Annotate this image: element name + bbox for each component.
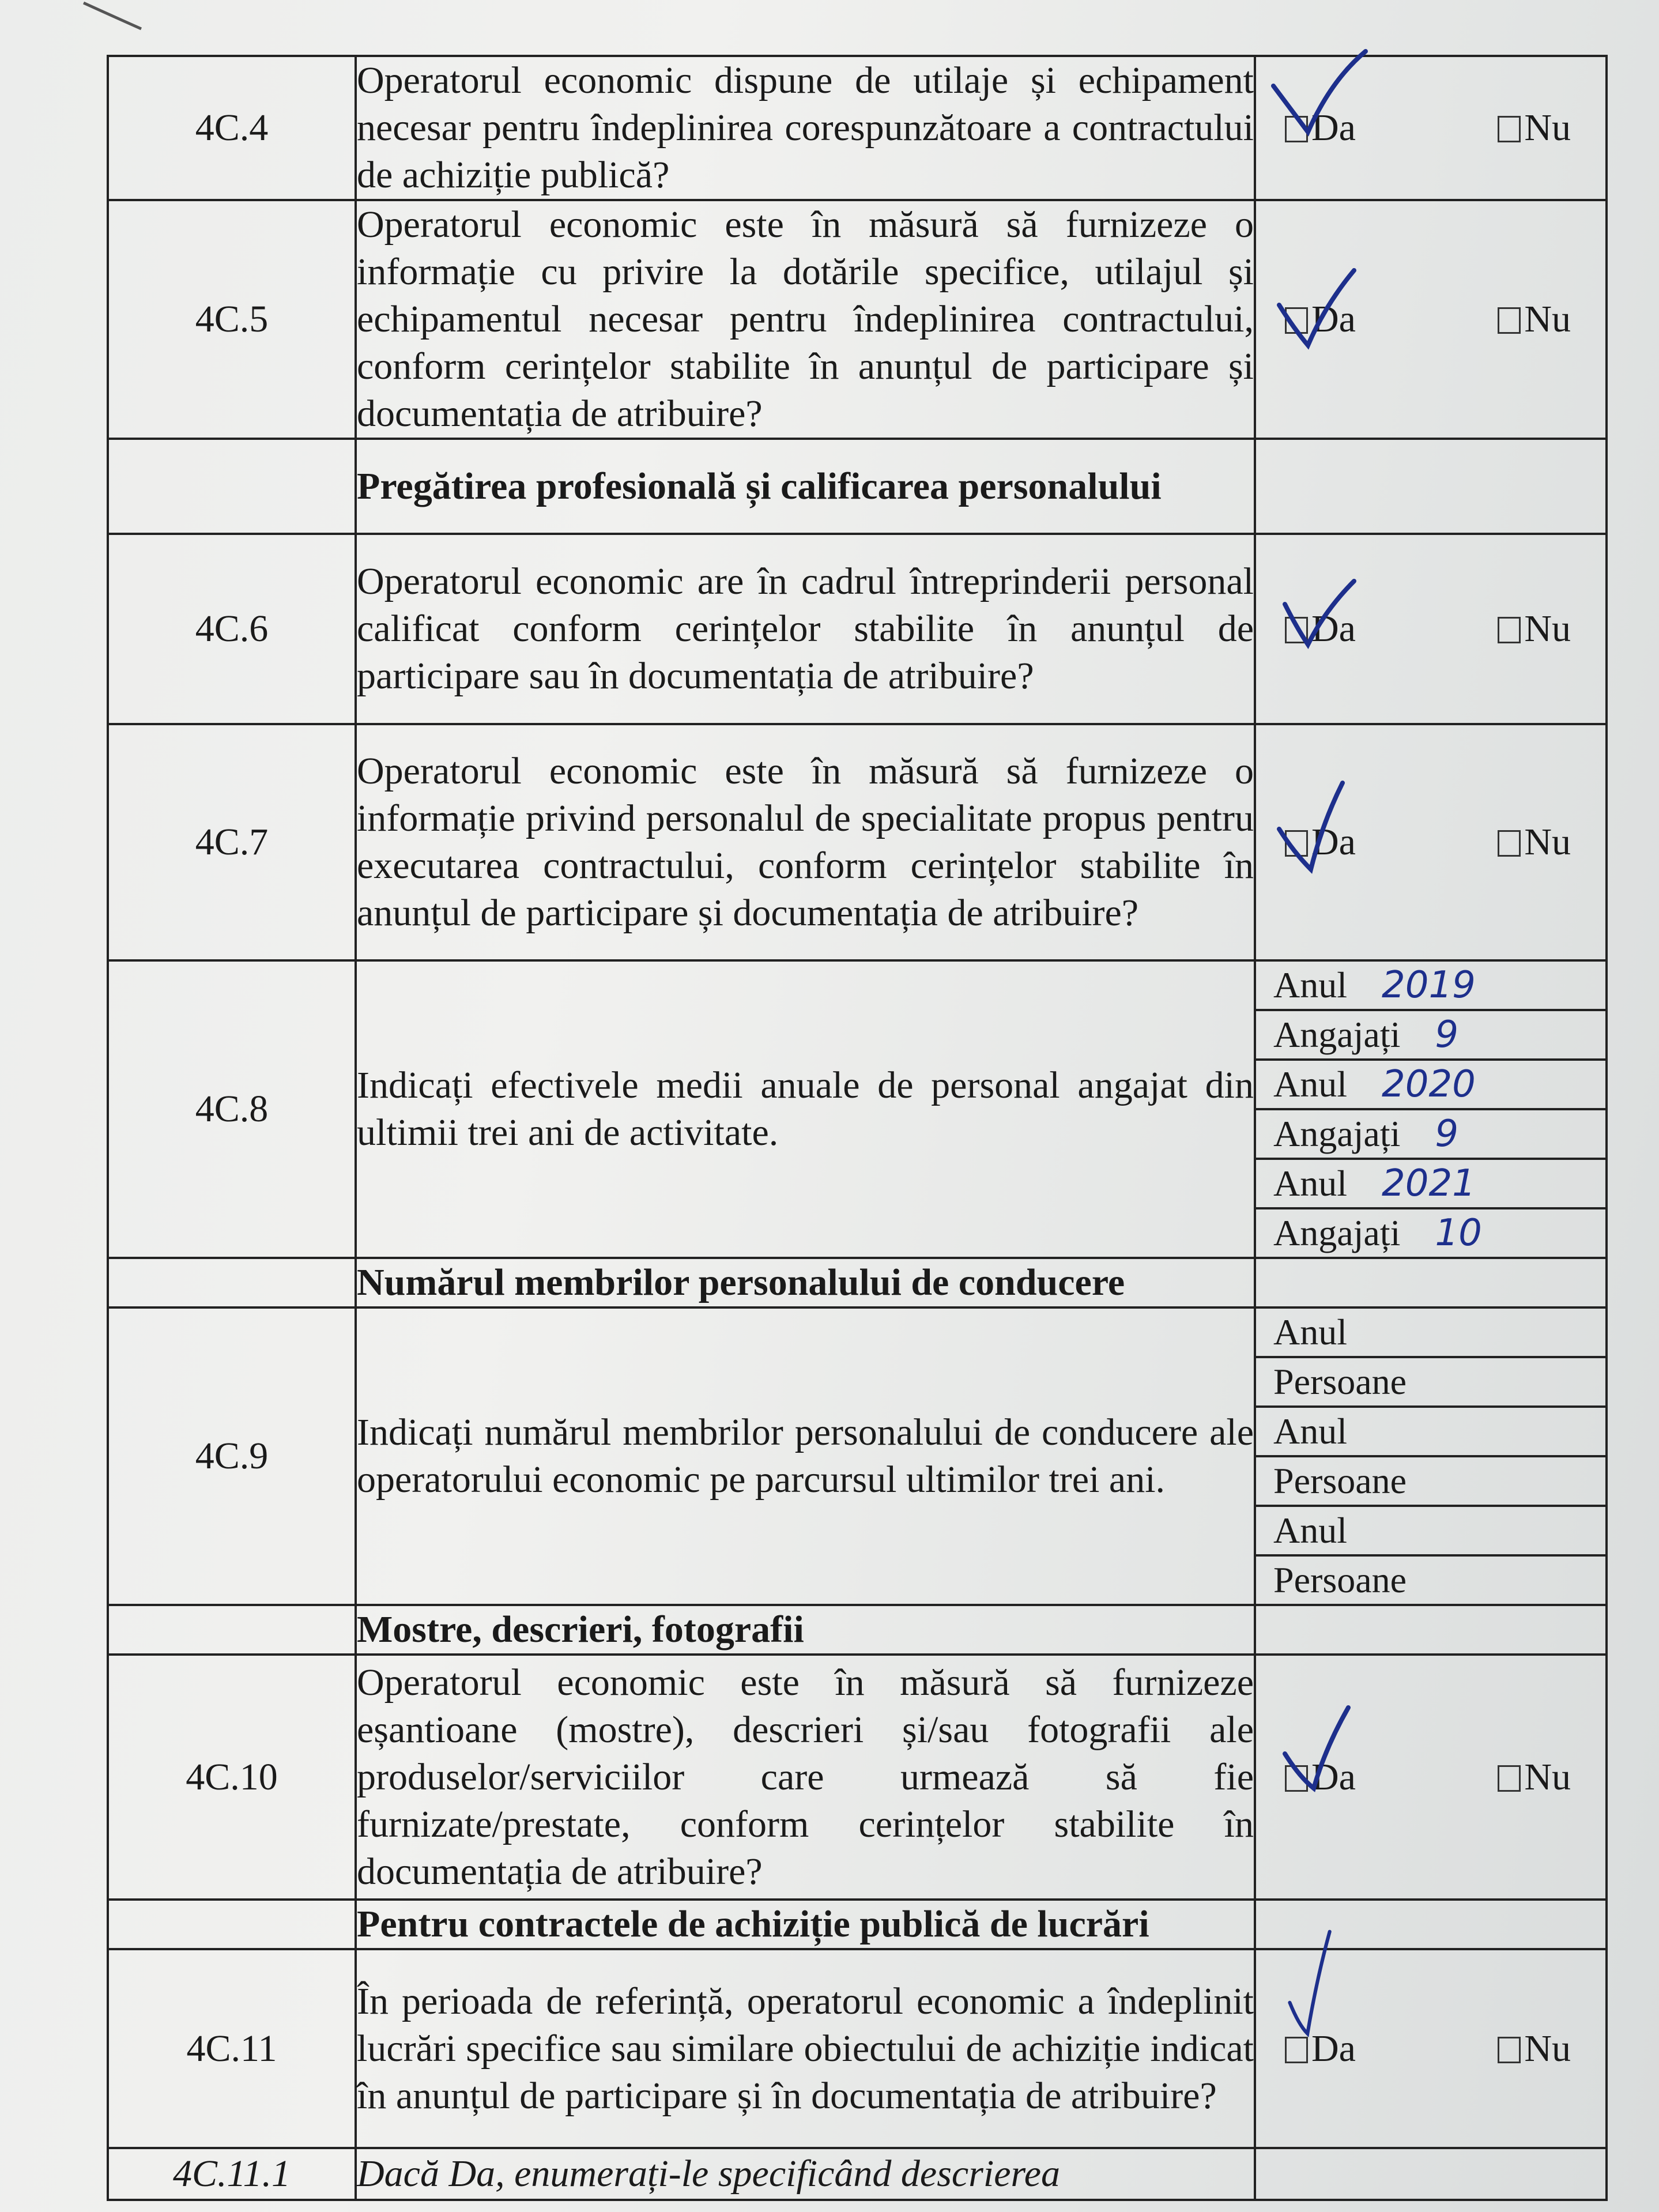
form-row-4c10 <box>108 1655 1607 1900</box>
persons-label: Persoane <box>1273 1559 1407 1600</box>
row-question: Operatorul economic este în măsură să furnizeze eșantioane (mostre), descrieri și/sau fotografii ale produselor/serviciilor care urmează să fie furnizate/prestate, conform cerințelor stabilite în documentația de atribuire? <box>356 1655 1255 1900</box>
checkbox-nu[interactable] <box>1498 116 1521 142</box>
da-option[interactable]: Da <box>1285 104 1356 152</box>
section-heading: Mostre, descrieri, fotografii <box>356 1605 1255 1655</box>
nu-option[interactable]: Nu <box>1498 2025 1571 2072</box>
section-heading-row <box>108 1258 1607 1307</box>
checkbox-da[interactable] <box>1285 1765 1308 1792</box>
form-row-4c7 <box>108 724 1607 960</box>
checkbox-nu[interactable] <box>1498 617 1521 643</box>
da-option[interactable]: Da <box>1285 819 1356 866</box>
checkbox-da[interactable] <box>1285 116 1308 142</box>
form-row-4c6 <box>108 534 1607 724</box>
checkbox-nu[interactable] <box>1498 1765 1521 1792</box>
persons-label: Persoane <box>1273 1460 1407 1501</box>
form-row-4c4 <box>108 56 1607 200</box>
row-code: 4C.8 <box>108 960 356 1258</box>
year-persons-table <box>1256 1309 1605 1604</box>
da-option[interactable]: Da <box>1285 605 1356 653</box>
checkbox-da[interactable] <box>1285 617 1308 643</box>
handwritten-year[interactable]: 2021 <box>1382 1162 1476 1205</box>
row-question: Operatorul economic este în măsură să furnizeze o informație cu privire la dotările specifice, utilajul și echipamentul necesar pentru îndeplinirea contractului, conform cerințelor stabilite în anunțul de participare și documentația de atribuire? <box>356 200 1255 439</box>
row-code: 4C.11.1 <box>108 2148 356 2200</box>
nu-option[interactable]: Nu <box>1498 605 1571 653</box>
year-label: Anul <box>1273 1312 1347 1352</box>
checkbox-nu[interactable] <box>1498 307 1521 334</box>
persons-label: Persoane <box>1273 1361 1407 1402</box>
row-code: 4C.4 <box>108 56 356 200</box>
row-code: 4C.6 <box>108 534 356 724</box>
staple-mark <box>81 0 144 35</box>
row-code: 4C.7 <box>108 724 356 960</box>
row-question: Indicați efectivele medii anuale de personal angajat din ultimii trei ani de activitate. <box>356 960 1255 1258</box>
checkbox-da[interactable] <box>1285 2037 1308 2063</box>
year-label: Anul <box>1273 1064 1347 1105</box>
handwritten-year[interactable]: 2019 <box>1382 964 1476 1007</box>
qualification-form-table <box>107 55 1608 2201</box>
row-code: 4C.9 <box>108 1307 356 1605</box>
answer-cell <box>1255 724 1607 960</box>
row-question: Operatorul economic este în măsură să furnizeze o informație privind personalul de specialitate propus pentru executarea contractului, conform cerințelor stabilite în anunțul de participare și documentația de atribuire? <box>356 724 1255 960</box>
form-row-4c9 <box>108 1307 1607 1605</box>
section-heading: Numărul membrilor personalului de conducere <box>356 1258 1255 1307</box>
employee-counts-cell <box>1255 960 1607 1258</box>
da-option[interactable]: Da <box>1285 296 1356 343</box>
row-code: 4C.10 <box>108 1655 356 1900</box>
management-counts-cell <box>1255 1307 1607 1605</box>
handwritten-employees[interactable]: 9 <box>1435 1113 1459 1155</box>
row-question: În perioada de referință, operatorul economic a îndeplinit lucrări specifice sau similare obiectului de achiziție indicat în anunțul de participare și în documentația de atribuire? <box>356 1949 1255 2148</box>
section-heading-row <box>108 439 1607 534</box>
checkbox-da[interactable] <box>1285 307 1308 334</box>
answer-cell <box>1255 200 1607 439</box>
handwritten-employees[interactable]: 10 <box>1435 1212 1482 1254</box>
section-heading-row <box>108 1605 1607 1655</box>
employees-label: Angajați <box>1273 1113 1401 1154</box>
nu-option[interactable]: Nu <box>1498 819 1571 866</box>
year-label: Anul <box>1273 1510 1347 1551</box>
checkbox-da[interactable] <box>1285 830 1308 857</box>
checkbox-nu[interactable] <box>1498 830 1521 857</box>
year-employees-table <box>1256 962 1605 1257</box>
nu-option[interactable]: Nu <box>1498 296 1571 343</box>
row-code: 4C.11 <box>108 1949 356 2148</box>
checkbox-nu[interactable] <box>1498 2037 1521 2063</box>
answer-cell <box>1255 1949 1607 2148</box>
handwritten-employees[interactable]: 9 <box>1435 1013 1459 1056</box>
section-heading-row <box>108 1900 1607 1949</box>
year-label: Anul <box>1273 1163 1347 1204</box>
section-heading: Pentru contractele de achiziție publică de lucrări <box>356 1900 1255 1949</box>
employees-label: Angajați <box>1273 1212 1401 1253</box>
form-row-4c8 <box>108 960 1607 1258</box>
da-option[interactable]: Da <box>1285 1754 1356 1801</box>
nu-option[interactable]: Nu <box>1498 104 1571 152</box>
row-question: Dacă Da, enumerați-le specificând descrierea <box>356 2148 1255 2200</box>
form-row-4c5 <box>108 200 1607 439</box>
employees-label: Angajați <box>1273 1014 1401 1055</box>
answer-cell <box>1255 56 1607 200</box>
answer-cell <box>1255 1655 1607 1900</box>
answer-cell <box>1255 534 1607 724</box>
row-question: Indicați numărul membrilor personalului de conducere ale operatorului economic pe parcursul ultimilor trei ani. <box>356 1307 1255 1605</box>
row-question: Operatorul economic are în cadrul întreprinderii personal calificat conform cerințelor stabilite în anunțul de participare sau în documentația de atribuire? <box>356 534 1255 724</box>
nu-option[interactable]: Nu <box>1498 1754 1571 1801</box>
da-option[interactable]: Da <box>1285 2025 1356 2072</box>
row-question: Operatorul economic dispune de utilaje și echipament necesar pentru îndeplinirea corespunzătoare a contractului de achiziție publică? <box>356 56 1255 200</box>
year-label: Anul <box>1273 964 1347 1005</box>
form-row-4c11 <box>108 1949 1607 2148</box>
year-label: Anul <box>1273 1411 1347 1452</box>
handwritten-year[interactable]: 2020 <box>1382 1063 1476 1106</box>
section-heading: Pregătirea profesională și calificarea personalului <box>356 439 1255 534</box>
form-row-4c11-1 <box>108 2148 1607 2200</box>
row-code: 4C.5 <box>108 200 356 439</box>
